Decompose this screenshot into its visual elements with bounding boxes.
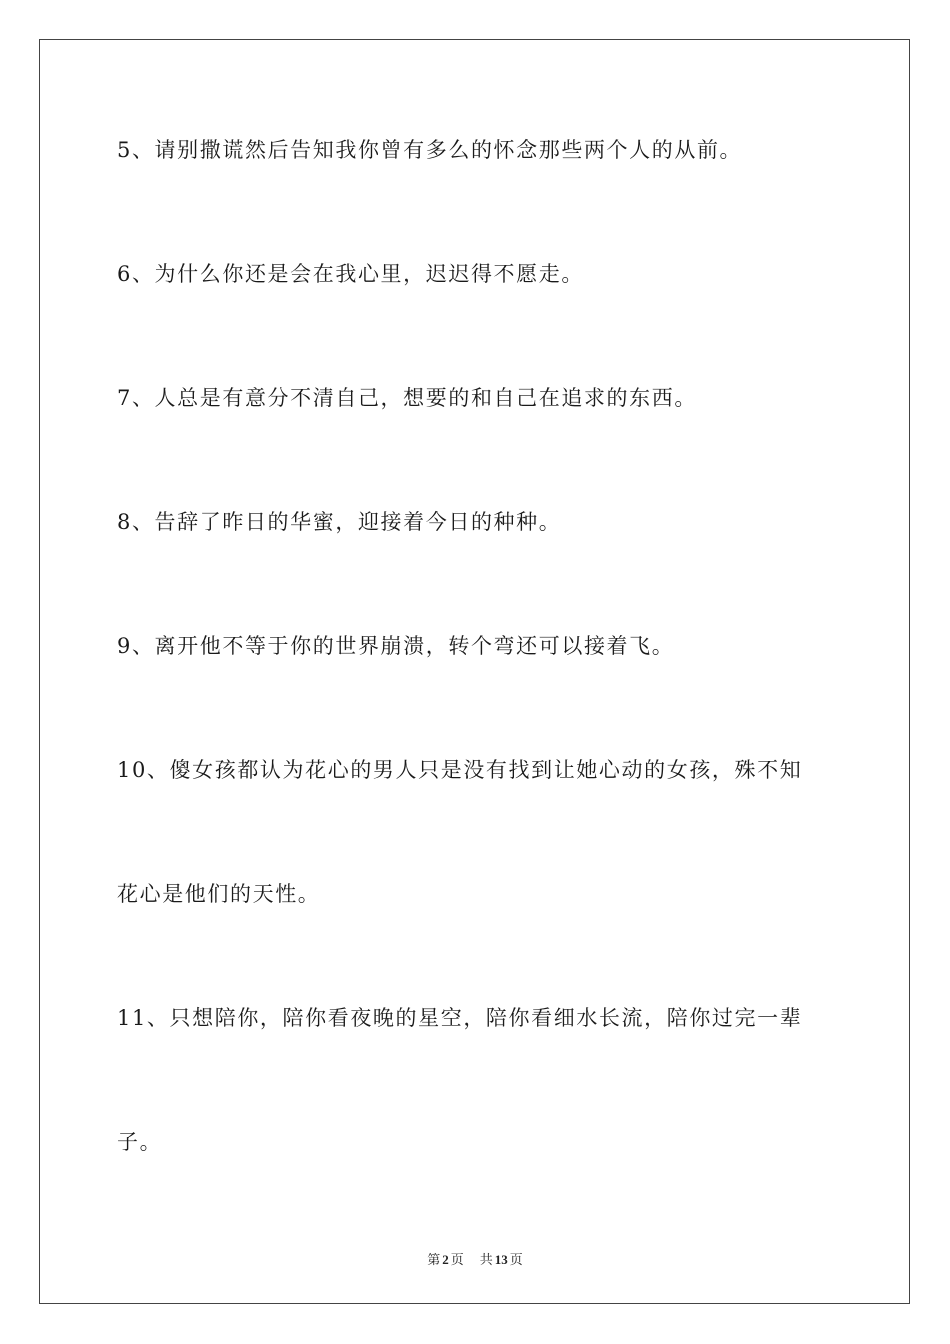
page-number: 2 — [442, 1252, 449, 1267]
paragraph-line: 5、请别撒谎然后告知我你曾有多么的怀念那些两个人的从前。 — [117, 138, 743, 162]
paragraph-line: 花心是他们的天性。 — [117, 882, 321, 906]
paragraph-line: 11、只想陪你，陪你看夜晚的星空，陪你看细水长流，陪你过完一辈 — [117, 1006, 803, 1030]
page-prefix: 第 — [427, 1252, 441, 1267]
total-prefix: 共 — [479, 1252, 493, 1267]
paragraph-line: 子。 — [117, 1130, 163, 1154]
total-suffix: 页 — [509, 1252, 523, 1267]
paragraph-line: 6、为什么你还是会在我心里，迟迟得不愿走。 — [117, 262, 584, 286]
paragraph-line: 8、告辞了昨日的华蜜，迎接着今日的种种。 — [117, 510, 562, 534]
page-frame — [39, 39, 910, 1304]
total-pages: 13 — [494, 1252, 508, 1267]
page-footer — [0, 1249, 950, 1268]
paragraph-line: 7、人总是有意分不清自己，想要的和自己在追求的东西。 — [117, 386, 697, 410]
page-suffix: 页 — [450, 1252, 464, 1267]
paragraph-line: 9、离开他不等于你的世界崩溃，转个弯还可以接着飞。 — [117, 634, 675, 658]
paragraph-line: 10、傻女孩都认为花心的男人只是没有找到让她心动的女孩，殊不知 — [117, 758, 803, 782]
